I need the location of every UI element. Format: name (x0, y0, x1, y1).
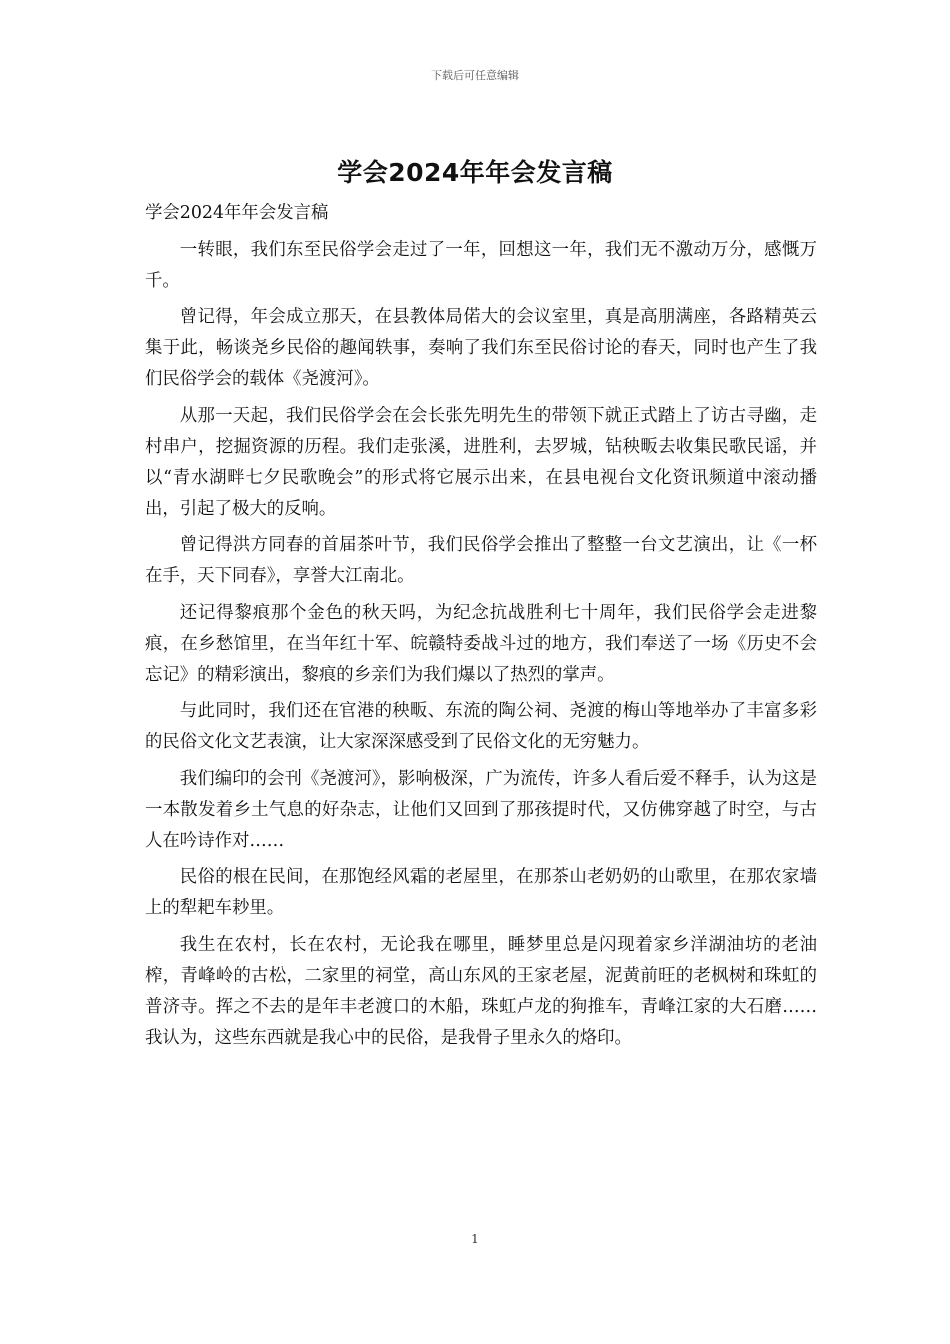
paragraph: 民俗的根在民间，在那饱经风霜的老屋里，在那茶山老奶奶的山歌里，在那农家墙上的犁耙车耖里。 (145, 867, 817, 918)
paragraph: 还记得黎痕那个金色的秋天吗，为纪念抗战胜利七十周年，我们民俗学会走进黎痕，在乡愁馆里，在当年红十军、皖赣特委战斗过的地方，我们奉送了一场《历史不会忘记》的精彩演出，黎痕的乡亲们为我们爆以了热烈的掌声。 (145, 602, 817, 685)
document-body (145, 198, 817, 1059)
paragraph: 曾记得洪方同春的首届茶叶节，我们民俗学会推出了整整一台文艺演出，让《一杯在手，天下同春》，享誉大江南北。 (145, 535, 817, 586)
document-subtitle: 学会2024年年会发言稿 (145, 203, 329, 223)
paragraph: 我们编印的会刊《尧渡河》，影响极深，广为流传，许多人看后爱不释手，认为这是一本散发着乡土气息的好杂志，让他们又回到了那孩提时代，又仿佛穿越了时空，与古人在吟诗作对…… (145, 768, 817, 851)
header-note: 下载后可任意编辑 (431, 69, 519, 82)
paragraph: 与此同时，我们还在官港的秧畈、东流的陶公祠、尧渡的梅山等地举办了丰富多彩的民俗文化文艺表演，让大家深深感受到了民俗文化的无穷魅力。 (145, 701, 817, 752)
paragraph: 曾记得，年会成立那天，在县教体局偌大的会议室里，真是高朋满座，各路精英云集于此，畅谈尧乡民俗的趣闻轶事，奏响了我们东至民俗讨论的春天，同时也产生了我们民俗学会的载体《尧渡河》。 (145, 307, 817, 389)
page-number: 1 (471, 1232, 479, 1246)
paragraph: 我生在农村，长在农村，无论我在哪里，睡梦里总是闪现着家乡洋湖油坊的老油榨，青峰岭的古松，二家里的祠堂，高山东风的王家老屋，泥黄前旺的老枫树和珠虹的普济寺。挥之不去的是年丰老渡口的木船，珠虹卢龙的狗推车，青峰江家的大石磨……我认为，这些东西就是我心中的民俗，是我骨子里永久的烙印。 (145, 934, 817, 1048)
paragraph: 从那一天起，我们民俗学会在会长张先明先生的带领下就正式踏上了访古寻幽，走村串户，挖掘资源的历程。我们走张溪，进胜利，去罗城，钻秧畈去收集民歌民谣，并以“青水湖畔七夕民歌晚会”的形式将它展示出来，在县电视台文化资讯频道中滚动播出，引起了极大的反响。 (145, 405, 817, 519)
paragraph: 一转眼，我们东至民俗学会走过了一年，回想这一年，我们无不激动万分，感慨万千。 (145, 239, 817, 291)
document-title: 学会2024年年会发言稿 (337, 158, 613, 187)
